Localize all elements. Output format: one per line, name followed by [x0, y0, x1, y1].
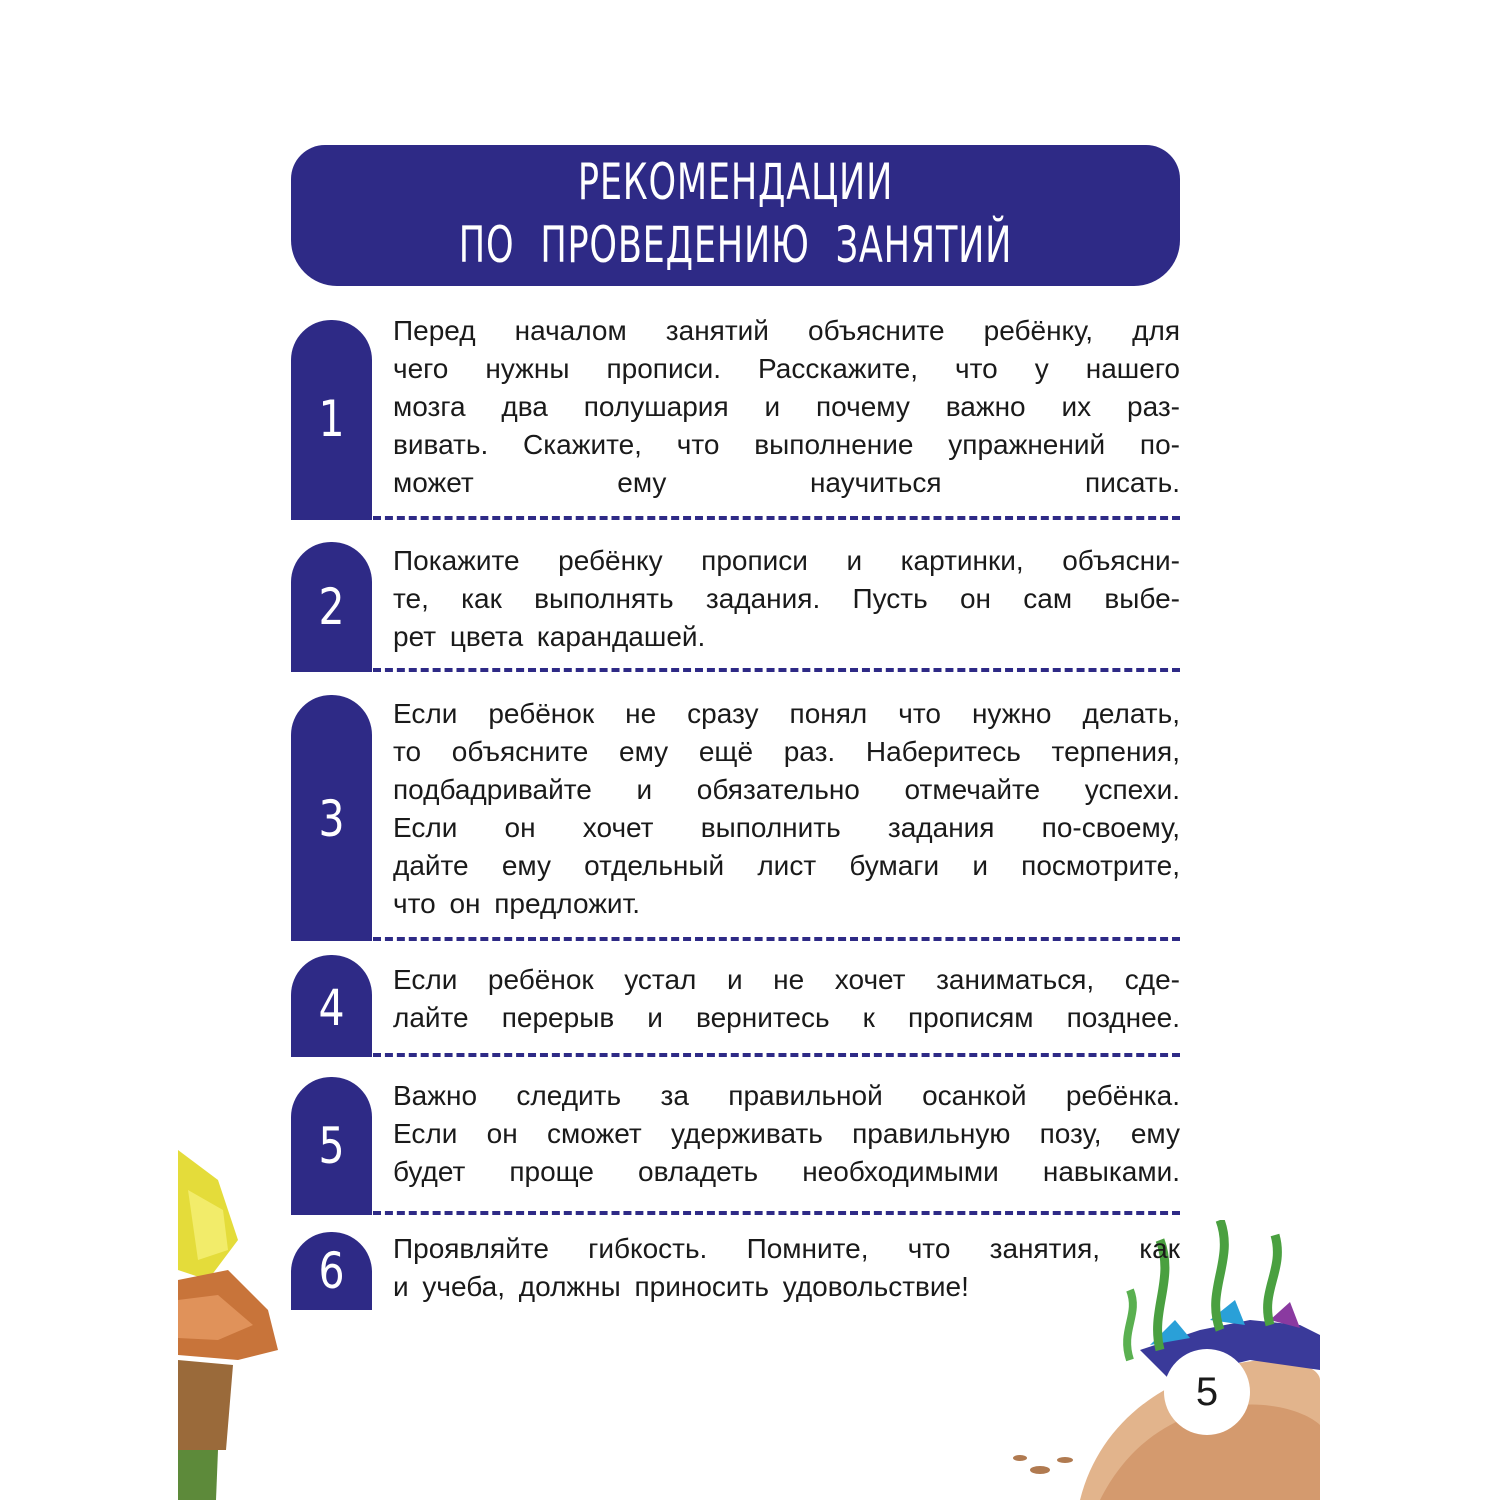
- item-number: 3: [318, 790, 345, 848]
- text-line: Если он сможет удерживать правильную позу, ему: [393, 1118, 1180, 1149]
- mushroom-illustration: [178, 1150, 288, 1500]
- item-text: [393, 695, 1180, 923]
- section-title-line-1: РЕКОМЕНДАЦИИ: [577, 153, 894, 211]
- item-text: [393, 1230, 1180, 1306]
- section-title-line-2: ПО ПРОВЕДЕНИЮ ЗАНЯТИЙ: [458, 216, 1013, 274]
- text-line: рет цвета карандашей.: [393, 621, 706, 652]
- text-line: и учеба, должны приносить удовольствие!: [393, 1271, 969, 1302]
- item-text: [393, 1077, 1180, 1191]
- item-number-tab: [291, 1232, 372, 1310]
- recommendation-item-2: [291, 542, 1180, 674]
- dashed-divider: [373, 668, 1180, 672]
- item-number-tab: [291, 1077, 372, 1215]
- text-line: чего нужны прописи. Расскажите, что у нашего: [393, 353, 1180, 384]
- dashed-divider: [373, 1053, 1180, 1057]
- text-line: будет проще овладеть необходимыми навыками.: [393, 1156, 1180, 1187]
- item-text: [393, 961, 1180, 1037]
- page-number: 5: [1164, 1349, 1250, 1435]
- item-text: [393, 312, 1180, 502]
- item-number-tab: [291, 695, 372, 941]
- item-number: 2: [318, 578, 345, 636]
- text-line: подбадривайте и обязательно отмечайте успехи.: [393, 774, 1180, 805]
- recommendation-item-5: [291, 1077, 1180, 1217]
- dashed-divider: [373, 1211, 1180, 1215]
- recommendation-item-3: [291, 695, 1180, 943]
- text-line: дайте ему отдельный лист бумаги и посмотрите,: [393, 850, 1180, 881]
- item-number-tab: [291, 955, 372, 1057]
- text-line: Перед началом занятий объясните ребёнку, для: [393, 315, 1180, 346]
- text-line: Если ребёнок устал и не хочет заниматься, сде-: [393, 964, 1180, 995]
- text-line: те, как выполнять задания. Пусть он сам выбе-: [393, 583, 1180, 614]
- item-number-tab: [291, 542, 372, 672]
- recommendation-item-6: [291, 1232, 1180, 1312]
- text-line: Если ребёнок не сразу понял что нужно делать,: [393, 698, 1180, 729]
- item-number: 1: [318, 390, 345, 448]
- dashed-divider: [373, 937, 1180, 941]
- text-line: Проявляйте гибкость. Помните, что занятия, как: [393, 1233, 1180, 1264]
- item-text: [393, 542, 1180, 656]
- text-line: Покажите ребёнку прописи и картинки, объясни-: [393, 545, 1180, 576]
- text-line: Важно следить за правильной осанкой ребёнка.: [393, 1080, 1180, 1111]
- text-line: то объясните ему ещё раз. Наберитесь терпения,: [393, 736, 1180, 767]
- text-line: может ему научиться писать.: [393, 467, 1180, 498]
- recommendation-item-4: [291, 955, 1180, 1059]
- item-number-tab: [291, 320, 372, 520]
- item-number: 6: [318, 1242, 345, 1300]
- recommendation-item-1: [291, 315, 1180, 522]
- text-line: вивать. Скажите, что выполнение упражнений по-: [393, 429, 1180, 460]
- text-line: что он предложит.: [393, 888, 641, 919]
- section-title-banner: [291, 145, 1180, 286]
- text-line: мозга два полушария и почему важно их раз-: [393, 391, 1180, 422]
- item-number: 4: [318, 979, 345, 1037]
- item-number: 5: [318, 1117, 345, 1175]
- text-line: Если он хочет выполнить задания по-своему,: [393, 812, 1180, 843]
- text-line: лайте перерыв и вернитесь к прописям позднее.: [393, 1002, 1180, 1033]
- dashed-divider: [373, 516, 1180, 520]
